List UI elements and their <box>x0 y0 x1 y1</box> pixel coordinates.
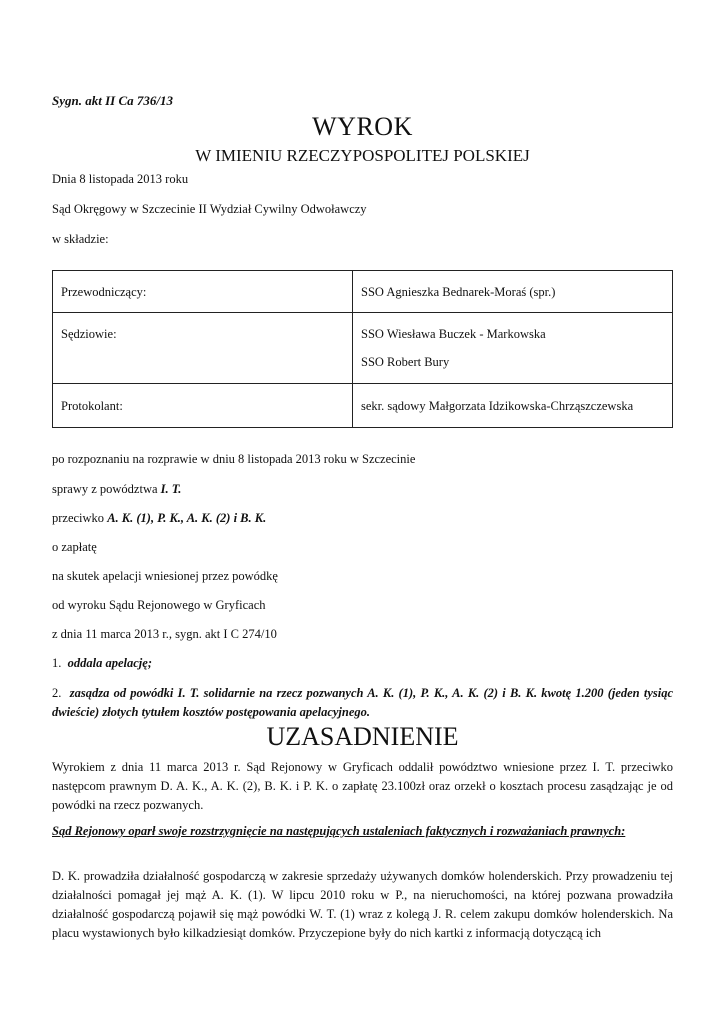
presiding-label: Przewodniczący: <box>53 271 353 313</box>
proceedings-line-7: z dnia 11 marca 2013 r., sygn. akt I C 274/10 <box>52 627 277 641</box>
judgment-date: Dnia 8 listopada 2013 roku <box>52 172 189 186</box>
court-name: Sąd Okręgowy w Szczecinie II Wydział Cywilny Odwoławczy <box>52 202 367 216</box>
plaintiff-name: I. T. <box>160 482 182 496</box>
proceedings-line-6: od wyroku Sądu Rejonowego w Gryficach <box>52 598 266 612</box>
ruling-item-1 <box>52 656 152 671</box>
composition-label: w składzie: <box>52 232 109 246</box>
ruling-item-2-text: zasądza od powódki I. T. solidarnie na rzecz pozwanych A. K. (1), P. K., A. K. (2) i B. K. kwotę 1.200 (jeden tysiąc dwieście) złotych tytułem kosztów postępowania apelacyjnego. <box>52 686 674 719</box>
justification-paragraph-2: D. K. prowadziła działalność gospodarczą w zakresie sprzedaży używanych domków holenderskich. Przy prowadzeniu tej działalności pomagał jej mąż A. K. (1). W lipcu 2010 roku w P., na nieruchomości, na której pozwana prowadziła działalność gospodarczą pojawił się mąż powódki W. T. (1) wraz z kolegą J. R. celem zakupu domków holenderskich. Na placu wystawionych było kilkadziesiąt domków. Przyczepione były do nich kartki z informacją dotyczącą ich <box>52 869 673 940</box>
proceedings-line-3 <box>52 511 266 526</box>
judgment-title: WYROK <box>312 112 413 141</box>
presiding-name: SSO Agnieszka Bednarek-Moraś (spr.) <box>353 271 673 313</box>
judge-2-name: SSO Robert Bury <box>361 355 450 369</box>
proceedings-line-1: po rozpoznaniu na rozprawie w dniu 8 listopada 2013 roku w Szczecinie <box>52 452 416 466</box>
judgment-subtitle: W IMIENIU RZECZYPOSPOLITEJ POLSKIEJ <box>195 146 530 165</box>
judges-cell <box>353 313 673 384</box>
ruling-item-1-text: oddala apelację; <box>67 656 152 670</box>
ruling-item-2 <box>52 684 673 722</box>
ruling-item-2-number: 2. <box>52 686 62 700</box>
case-number: Sygn. akt II Ca 736/13 <box>52 93 173 108</box>
proceedings-line-4: o zapłatę <box>52 540 97 554</box>
judges-label: Sędziowie: <box>53 313 353 384</box>
justification-heading: Sąd Rejonowy oparł swoje rozstrzygnięcie na następujących ustaleniach faktycznych i rozważaniach prawnych: <box>52 824 626 838</box>
ruling-item-1-number: 1. <box>52 656 62 670</box>
clerk-label: Protokolant: <box>53 384 353 428</box>
plaintiff-prefix: sprawy z powództwa <box>52 482 161 496</box>
justification-paragraph-1: Wyrokiem z dnia 11 marca 2013 r. Sąd Rejonowy w Gryficach oddalił powództwo wniesione przez I. T. przeciwko następcom prawnym D. A. K., A. K. (2), B. K. i P. K. o zapłatę 23.100zł oraz orzekł o kosztach procesu zasądzając je od powódki na rzecz pozwanych. <box>52 760 673 812</box>
table-row <box>53 313 673 384</box>
table-row <box>53 384 673 428</box>
clerk-name: sekr. sądowy Małgorzata Idzikowska-Chrząszczewska <box>353 384 673 428</box>
proceedings-line-5: na skutek apelacji wniesionej przez powódkę <box>52 569 278 583</box>
defendants-names: A. K. (1), P. K., A. K. (2) i B. K. <box>107 511 267 525</box>
court-panel-table <box>52 270 673 428</box>
judge-1-name: SSO Wiesława Buczek - Markowska <box>361 327 546 341</box>
justification-title: UZASADNIENIE <box>266 722 459 751</box>
defendants-prefix: przeciwko <box>52 511 108 525</box>
proceedings-line-2 <box>52 482 181 497</box>
table-row <box>53 271 673 313</box>
